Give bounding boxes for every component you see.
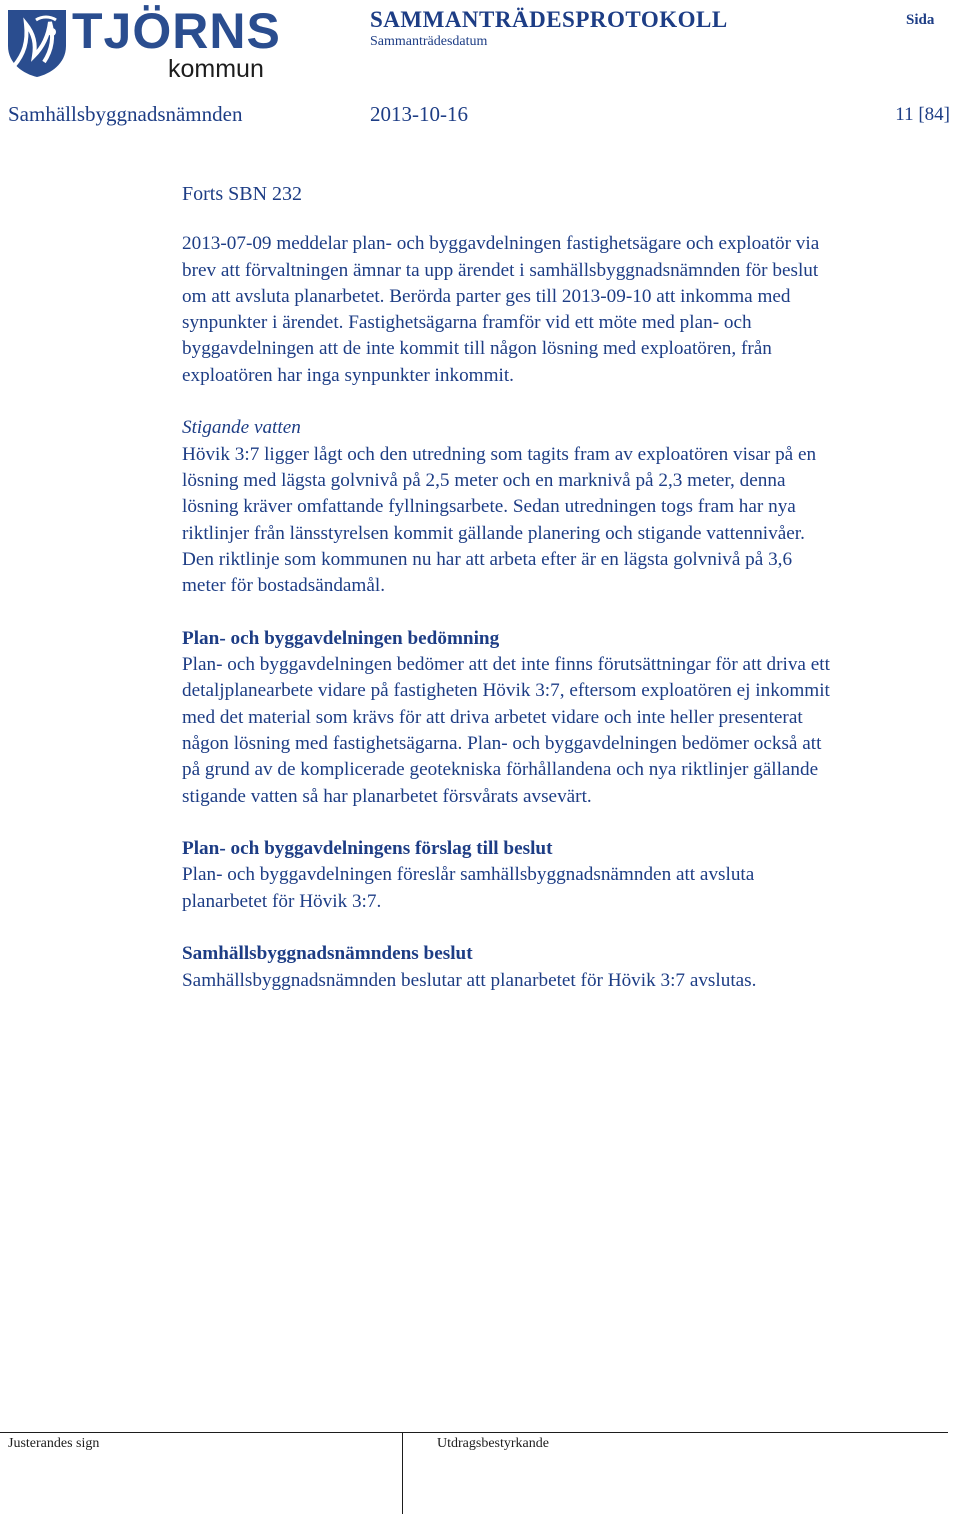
- paragraph-line: detaljplanearbete vidare på fastigheten Hövik 3:7, eftersom exploatören ej inkommit: [182, 680, 830, 702]
- coat-of-arms-icon: [6, 8, 68, 78]
- paragraph-line: lösning med lägsta golvnivå på 2,5 meter och en marknivå på 2,3 meter, denna: [182, 469, 786, 491]
- logo-subword: kommun: [168, 55, 264, 83]
- paragraph-line: Plan- och byggavdelningen bedömer att det inte finns förutsättningar för att driva ett: [182, 654, 830, 676]
- section-heading: Plan- och byggavdelningens förslag till beslut: [182, 838, 553, 860]
- section-heading: Stigande vatten: [182, 417, 301, 439]
- section-rising-water: [182, 415, 952, 599]
- paragraph-line: Samhällsbyggnadsnämnden beslutar att planarbetet för Hövik 3:7 avslutas.: [182, 969, 757, 991]
- organization-name: Samhällsbyggnadsnämnden: [8, 102, 243, 126]
- paragraph-line: någon lösning med fastighetsägarna. Plan- och byggavdelningen bedömer också att: [182, 732, 822, 754]
- logo-wordmark: TJÖRNS: [72, 3, 281, 59]
- footer-divider: [402, 1432, 403, 1514]
- section-decision: [182, 941, 952, 994]
- section-heading: Plan- och byggavdelningen bedömning: [182, 627, 500, 649]
- page-number: 11 [84]: [895, 104, 950, 125]
- paragraph-line: synpunkter i ärendet. Fastighetsägarna framför vid ett möte med plan- och: [182, 312, 752, 334]
- paragraph-line: Plan- och byggavdelningen föreslår samhällsbyggnadsnämnden att avsluta: [182, 864, 755, 886]
- section-proposal: [182, 836, 952, 915]
- continuation-heading: Forts SBN 232: [182, 183, 303, 205]
- extract-certification-label: Utdragsbestyrkande: [437, 1436, 549, 1451]
- paragraph-line: Hövik 3:7 ligger lågt och den utredning som tagits fram av exploatören visar på en: [182, 443, 817, 465]
- paragraph-line: planarbetet för Hövik 3:7.: [182, 890, 382, 912]
- section-assessment: [182, 626, 952, 810]
- paragraph-line: med det material som krävs för att driva arbetet vidare och inte heller presenterat: [182, 706, 803, 728]
- paragraph-line: om att avsluta planarbetet. Berörda parter ges till 2013-09-10 att inkomma med: [182, 285, 791, 307]
- document-type: SAMMANTRÄDESPROTOKOLL: [370, 7, 728, 32]
- paragraph-line: byggavdelningen att de inte kommit till någon lösning med exploatören, från: [182, 338, 772, 360]
- paragraph-line: på grund av de komplicerade geotekniska förhållandena och nya riktlinjer gällande: [182, 759, 819, 781]
- document-body: [182, 181, 952, 994]
- paragraph-line: meter för bostadsändamål.: [182, 575, 385, 597]
- paragraph-line: stigande vatten så har planarbetet försvårats avsevärt.: [182, 785, 592, 807]
- section-heading: Samhällsbyggnadsnämndens beslut: [182, 943, 473, 965]
- paragraph-line: riktlinjer från länsstyrelsen kommit gällande planering och stigande vattennivåer.: [182, 522, 805, 544]
- meeting-date-label: Sammanträdesdatum: [370, 34, 488, 49]
- municipality-logo: [6, 3, 281, 83]
- paragraph-line: brev att förvaltningen ämnar ta upp ärendet i samhällsbyggnadsnämnden för beslut: [182, 259, 819, 281]
- meeting-date: 2013-10-16: [370, 102, 468, 126]
- footer-rule: [0, 1432, 948, 1433]
- paragraph-line: Den riktlinje som kommunen nu har att arbeta efter är en lägsta golvnivå på 3,6: [182, 548, 793, 570]
- intro-paragraph: [182, 231, 952, 389]
- paragraph-line: lösning kräver omfattande fyllningsarbete. Sedan utredningen togs fram har nya: [182, 496, 796, 518]
- paragraph-line: exploatören har inga synpunkter inkommit.: [182, 364, 514, 386]
- page-label: Sida: [906, 12, 935, 28]
- signature-label: Justerandes sign: [8, 1436, 100, 1451]
- paragraph-line: 2013-07-09 meddelar plan- och byggavdelningen fastighetsägare och exploatör via: [182, 233, 820, 255]
